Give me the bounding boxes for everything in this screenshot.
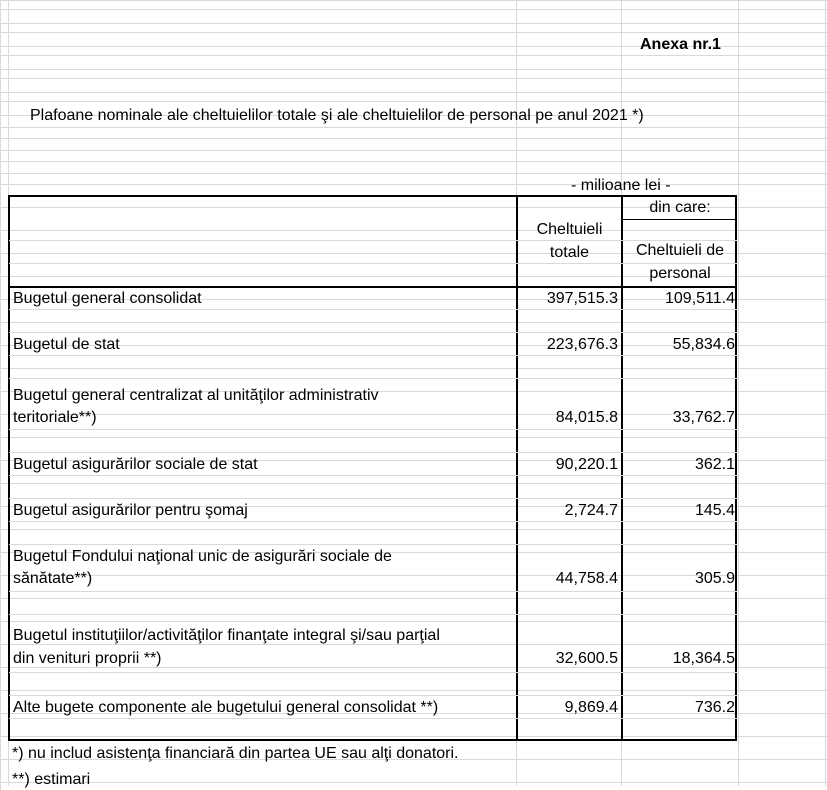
unit-label: - milioane lei - bbox=[571, 177, 671, 194]
footnote: *) nu includ asistenţa financiară din partea UE sau alţi donatori. bbox=[12, 745, 459, 762]
total-value: 397,515.3 bbox=[546, 290, 618, 307]
grid-row-line bbox=[9, 544, 737, 545]
footnote: **) estimari bbox=[12, 771, 91, 788]
row-label: Alte bugete componente ale bugetului general consolidat **) bbox=[13, 699, 439, 716]
personal-value: 33,762.7 bbox=[672, 409, 735, 426]
grid-row-line bbox=[0, 9, 827, 10]
grid-row-line bbox=[0, 55, 827, 56]
grid-row-line bbox=[9, 332, 737, 333]
personal-value: 109,511.4 bbox=[665, 290, 735, 307]
grid-row-line bbox=[0, 173, 827, 174]
total-value: 2,724.7 bbox=[564, 502, 618, 519]
row-label: Bugetul general centralizat al unităţilor administrativ bbox=[13, 387, 379, 404]
row-label: Bugetul asigurărilor sociale de stat bbox=[13, 456, 258, 473]
row-label-continued: teritoriale**) bbox=[13, 409, 97, 426]
total-value: 223,676.3 bbox=[546, 336, 618, 353]
personal-value: 362.1 bbox=[694, 456, 735, 473]
grid-row-line bbox=[9, 672, 737, 673]
grid-row-line bbox=[9, 695, 737, 696]
grid-row-line bbox=[9, 591, 737, 592]
grid-row-line bbox=[0, 150, 827, 151]
total-value: 44,758.4 bbox=[555, 570, 618, 587]
row-label: Bugetul de stat bbox=[13, 336, 120, 353]
row-label: Bugetul Fondului naţional unic de asigurări sociale de bbox=[13, 548, 392, 565]
total-header-line1: Cheltuieli bbox=[536, 221, 603, 238]
personal-value: 736.2 bbox=[694, 699, 735, 716]
row-label: Bugetul instituţiilor/activităţilor finanţate integral şi/sau parţial bbox=[13, 627, 440, 644]
personal-value: 305.9 bbox=[694, 570, 735, 587]
grid-row-line bbox=[9, 452, 737, 453]
personal-header-line2: personal bbox=[649, 265, 711, 282]
personal-value: 18,364.5 bbox=[672, 650, 735, 667]
total-header-line2: totale bbox=[549, 244, 590, 261]
grid-row-line bbox=[0, 101, 827, 102]
personal-header-line1: Cheltuieli de bbox=[635, 242, 725, 259]
grid-row-line bbox=[0, 78, 827, 79]
document-title: Plafoane nominale ale cheltuielilor totale şi ale cheltuielilor de personal pe anul 2021 *) bbox=[30, 107, 644, 124]
total-value: 90,220.1 bbox=[555, 456, 618, 473]
row-label-continued: din venituri proprii **) bbox=[13, 650, 162, 667]
total-value: 84,015.8 bbox=[555, 409, 618, 426]
row-label-continued: sănătate**) bbox=[13, 570, 93, 587]
personal-value: 55,834.6 bbox=[672, 336, 735, 353]
grid-row-line bbox=[9, 498, 737, 499]
subheader-divider bbox=[621, 219, 737, 220]
grid-row-line bbox=[9, 614, 737, 615]
row-label: Bugetul general consolidat bbox=[13, 290, 202, 307]
grid-row-line bbox=[0, 32, 827, 33]
grid-row-line bbox=[0, 127, 827, 128]
din-care-header: din care: bbox=[649, 199, 711, 216]
grid-row-line bbox=[9, 429, 737, 430]
row-label: Bugetul asigurărilor pentru şomaj bbox=[13, 502, 248, 519]
total-value: 9,869.4 bbox=[564, 699, 618, 716]
annex-title: Anexa nr.1 bbox=[640, 36, 721, 53]
total-value: 32,600.5 bbox=[555, 650, 618, 667]
grid-row-line bbox=[9, 378, 737, 379]
grid-column-line bbox=[825, 0, 826, 786]
personal-value: 145.4 bbox=[694, 502, 735, 519]
grid-column-line bbox=[738, 0, 739, 786]
